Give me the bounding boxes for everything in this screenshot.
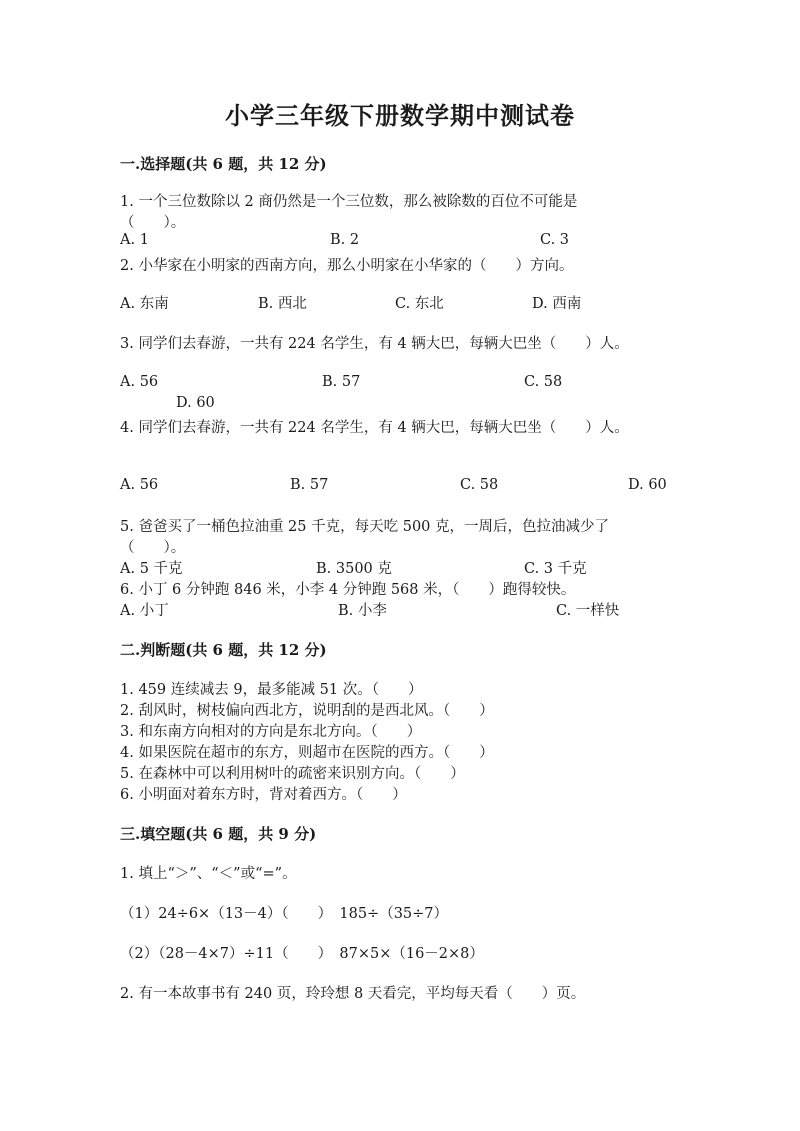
option-a: A. 5 千克: [120, 561, 183, 577]
option-b: B. 57: [290, 477, 329, 493]
section-heading-judgement: 二.判断题(共 6 题，共 12 分): [120, 641, 327, 659]
option-d: D. 西南: [532, 296, 582, 312]
option-a: A. 东南: [120, 296, 169, 312]
option-b: B. 小李: [338, 603, 387, 619]
judgement-item: 6. 小明面对着东方时，背对着西方。（ ）: [120, 787, 407, 803]
option-a: A. 56: [120, 477, 159, 493]
option-a: A. 小丁: [120, 603, 169, 619]
option-c: C. 3: [540, 232, 570, 248]
question-text: 3. 同学们去春游，一共有 224 名学生，有 4 辆大巴，每辆大巴坐（ ）人。: [120, 336, 629, 352]
fill-question: 1. 填上“＞”、“＜”或“=”。: [120, 866, 297, 882]
option-c: C. 3 千克: [524, 561, 587, 577]
judgement-item: 1. 459 连续减去 9，最多能减 51 次。（ ）: [120, 682, 423, 698]
option-c: C. 58: [524, 374, 563, 390]
question-text: 1. 一个三位数除以 2 商仍然是一个三位数，那么被除数的百位不可能是: [120, 194, 578, 210]
judgement-item: 4. 如果医院在超市的东方，则超市在医院的西方。（ ）: [120, 745, 494, 761]
page-title: 小学三年级下册数学期中测试卷: [225, 101, 575, 130]
option-b: B. 2: [330, 232, 360, 248]
option-a: A. 1: [120, 232, 149, 248]
question-text: 2. 小华家在小明家的西南方向，那么小明家在小华家的（ ）方向。: [120, 258, 574, 274]
question-text: 5. 爸爸买了一桶色拉油重 25 千克，每天吃 500 克，一周后，色拉油减少了: [120, 519, 610, 535]
fill-subquestion: （2）（28－4×7）÷11（ ） 87×5×（16－2×8）: [120, 946, 484, 962]
option-c: C. 一样快: [556, 603, 620, 619]
question-answer-blank: （ ）。: [120, 540, 186, 556]
judgement-item: 2. 刮风时，树枝偏向西北方，说明刮的是西北风。（ ）: [120, 703, 494, 719]
question-text: 6. 小丁 6 分钟跑 846 米，小李 4 分钟跑 568 米，（ ）跑得较快。: [120, 582, 576, 598]
fill-question: 2. 有一本故事书有 240 页，玲玲想 8 天看完，平均每天看（ ）页。: [120, 986, 586, 1002]
option-c: C. 东北: [395, 296, 444, 312]
section-heading-choice: 一.选择题(共 6 题，共 12 分): [120, 155, 327, 173]
option-d: D. 60: [176, 395, 215, 411]
judgement-item: 5. 在森林中可以利用树叶的疏密来识别方向。（ ）: [120, 766, 465, 782]
judgement-item: 3. 和东南方向相对的方向是东北方向。（ ）: [120, 724, 422, 740]
section-heading-fill-blank: 三.填空题(共 6 题，共 9 分): [120, 825, 317, 843]
option-a: A. 56: [120, 374, 159, 390]
option-b: B. 3500 克: [316, 561, 392, 577]
option-d: D. 60: [628, 477, 667, 493]
fill-subquestion: （1）24÷6×（13－4）（ ） 185÷（35÷7）: [120, 906, 449, 922]
option-c: C. 58: [460, 477, 499, 493]
option-b: B. 西北: [258, 296, 307, 312]
option-b: B. 57: [322, 374, 361, 390]
question-answer-blank: （ ）。: [120, 215, 186, 231]
question-text: 4. 同学们去春游，一共有 224 名学生，有 4 辆大巴，每辆大巴坐（ ）人。: [120, 420, 629, 436]
